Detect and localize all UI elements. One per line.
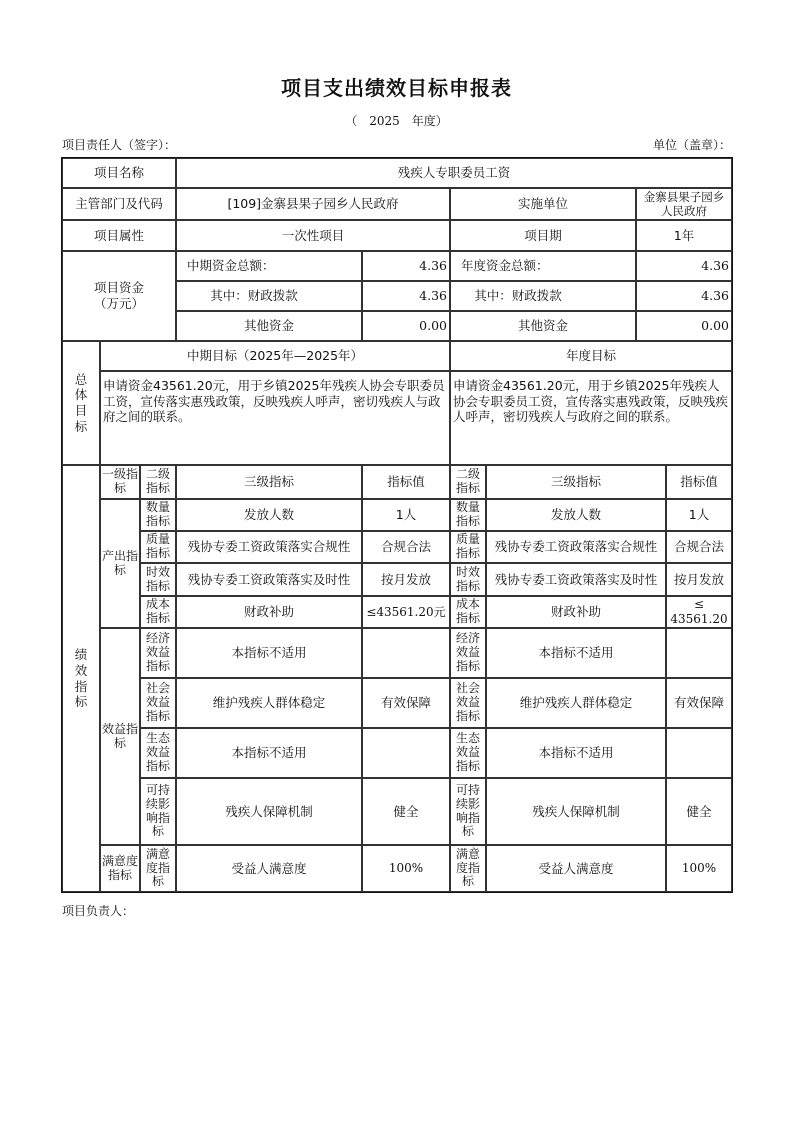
year-indicator-name: 维护残疾人群体稳定: [486, 678, 666, 728]
year-goal-text: 申请资金43561.20元，用于乡镇2025年残疾人协会专职委员工资，宣传落实惠残政策，反映残疾人呼声，密切残疾人与政府之间的联系。: [450, 371, 732, 465]
indicator-value: 按月发放: [362, 563, 450, 596]
satisfaction-indicator-label: 满意度指标: [100, 845, 140, 892]
indicator-l2: 数量指标: [140, 499, 176, 531]
year-line: （ 2025 年度）: [345, 114, 448, 128]
level2-header: 二级指标: [140, 465, 176, 499]
project-owner-label: 项目负责人：: [62, 904, 135, 918]
indicator-l2: 经济效益指标: [140, 628, 176, 678]
indicator-l2: 时效指标: [140, 563, 176, 596]
year-indicator-l2: 可持续影响指标: [450, 778, 486, 845]
indicator-name: 维护残疾人群体稳定: [176, 678, 362, 728]
indicator-value: 有效保障: [362, 678, 450, 728]
indicator-name: 本指标不适用: [176, 728, 362, 778]
output-indicator-label: 产出指标: [100, 499, 140, 628]
year-total-value: 4.36: [636, 251, 732, 281]
indicator-l2: 质量指标: [140, 531, 176, 563]
year-indicator-value: [666, 628, 732, 678]
year-indicator-l2: 数量指标: [450, 499, 486, 531]
year-indicator-name: 残协专委工资政策落实及时性: [486, 563, 666, 596]
indicator-value: 1人: [362, 499, 450, 531]
year-indicator-name: 残疾人保障机制: [486, 778, 666, 845]
indicator-value: 100%: [362, 845, 450, 892]
mid-fiscal-label: 其中：财政拨款: [176, 281, 362, 311]
year-indicator-l2: 生态效益指标: [450, 728, 486, 778]
attr-label: 项目属性: [62, 220, 176, 251]
year-goal-header: 年度目标: [450, 341, 732, 371]
mid-total-value: 4.36: [362, 251, 450, 281]
year-other-label: 其他资金: [450, 311, 636, 341]
performance-form-table: [61, 157, 733, 893]
year-other-value: 0.00: [636, 311, 732, 341]
year-indicator-value: [666, 728, 732, 778]
year-indicator-name: 受益人满意度: [486, 845, 666, 892]
indicator-name: 受益人满意度: [176, 845, 362, 892]
period-value: 1年: [636, 220, 732, 251]
year-indicator-value: 1人: [666, 499, 732, 531]
indicator-name: 本指标不适用: [176, 628, 362, 678]
indicator-name: 残协专委工资政策落实及时性: [176, 563, 362, 596]
year-fiscal-label: 其中：财政拨款: [450, 281, 636, 311]
indicator-name: 发放人数: [176, 499, 362, 531]
indicator-l2: 满意度指标: [140, 845, 176, 892]
attr-value: 一次性项目: [176, 220, 450, 251]
overall-goal-label: 总体目标: [62, 341, 100, 465]
project-name-value: 残疾人专职委员工资: [176, 158, 732, 188]
year-indicator-name: 本指标不适用: [486, 728, 666, 778]
project-name-label: 项目名称: [62, 158, 176, 188]
year-fiscal-value: 4.36: [636, 281, 732, 311]
year-indicator-name: 发放人数: [486, 499, 666, 531]
year-indicator-value: 100%: [666, 845, 732, 892]
indicator-value: ≤43561.20元: [362, 596, 450, 628]
dept-value: [109]金寨县果子园乡人民政府: [176, 188, 450, 220]
mid-other-value: 0.00: [362, 311, 450, 341]
indicator-value: 合规合法: [362, 531, 450, 563]
value-header: 指标值: [362, 465, 450, 499]
impl-unit-label: 实施单位: [450, 188, 636, 220]
impl-unit-value: 金寨县果子园乡人民政府: [636, 188, 732, 220]
benefit-indicator-label: 效益指标: [100, 628, 140, 845]
year-level3-header: 三级指标: [486, 465, 666, 499]
indicator-value: [362, 728, 450, 778]
mid-other-label: 其他资金: [176, 311, 362, 341]
year-indicator-value: 有效保障: [666, 678, 732, 728]
year-indicator-l2: 经济效益指标: [450, 628, 486, 678]
indicator-l2: 生态效益指标: [140, 728, 176, 778]
year-indicator-name: 财政补助: [486, 596, 666, 628]
year-indicator-value: ≤ 43561.20: [666, 596, 732, 628]
unit-seal-label: 单位（盖章）：: [652, 138, 731, 152]
year-indicator-l2: 成本指标: [450, 596, 486, 628]
mid-goal-text: 申请资金43561.20元，用于乡镇2025年残疾人协会专职委员工资，宣传落实惠残政策，反映残疾人呼声，密切残疾人与政府之间的联系。: [100, 371, 450, 465]
indicator-name: 财政补助: [176, 596, 362, 628]
indicator-value: [362, 628, 450, 678]
year-level2-header: 二级指标: [450, 465, 486, 499]
mid-goal-header: 中期目标（2025年—2025年）: [100, 341, 450, 371]
year-indicator-value: 按月发放: [666, 563, 732, 596]
indicator-value: 健全: [362, 778, 450, 845]
indicator-name: 残疾人保障机制: [176, 778, 362, 845]
year-total-label: 年度资金总额：: [450, 251, 636, 281]
level3-header: 三级指标: [176, 465, 362, 499]
level1-header: 一级指标: [100, 465, 140, 499]
indicator-name: 残协专委工资政策落实合规性: [176, 531, 362, 563]
year-indicator-value: 健全: [666, 778, 732, 845]
year-indicator-name: 本指标不适用: [486, 628, 666, 678]
indicator-l2: 可持续影响指标: [140, 778, 176, 845]
funds-label: 项目资金（万元）: [62, 251, 176, 341]
dept-label: 主管部门及代码: [62, 188, 176, 220]
year-indicator-l2: 时效指标: [450, 563, 486, 596]
form-title: 项目支出绩效目标申报表: [281, 76, 512, 100]
year-indicator-value: 合规合法: [666, 531, 732, 563]
mid-fiscal-value: 4.36: [362, 281, 450, 311]
year-indicator-l2: 社会效益指标: [450, 678, 486, 728]
performance-indicator-label: 绩效指标: [62, 465, 100, 892]
mid-total-label: 中期资金总额：: [176, 251, 362, 281]
indicator-l2: 社会效益指标: [140, 678, 176, 728]
period-label: 项目期: [450, 220, 636, 251]
year-indicator-name: 残协专委工资政策落实合规性: [486, 531, 666, 563]
indicator-l2: 成本指标: [140, 596, 176, 628]
year-indicator-l2: 质量指标: [450, 531, 486, 563]
responsible-signature-label: 项目责任人（签字）：: [62, 138, 177, 152]
year-indicator-l2: 满意度指标: [450, 845, 486, 892]
year-value-header: 指标值: [666, 465, 732, 499]
